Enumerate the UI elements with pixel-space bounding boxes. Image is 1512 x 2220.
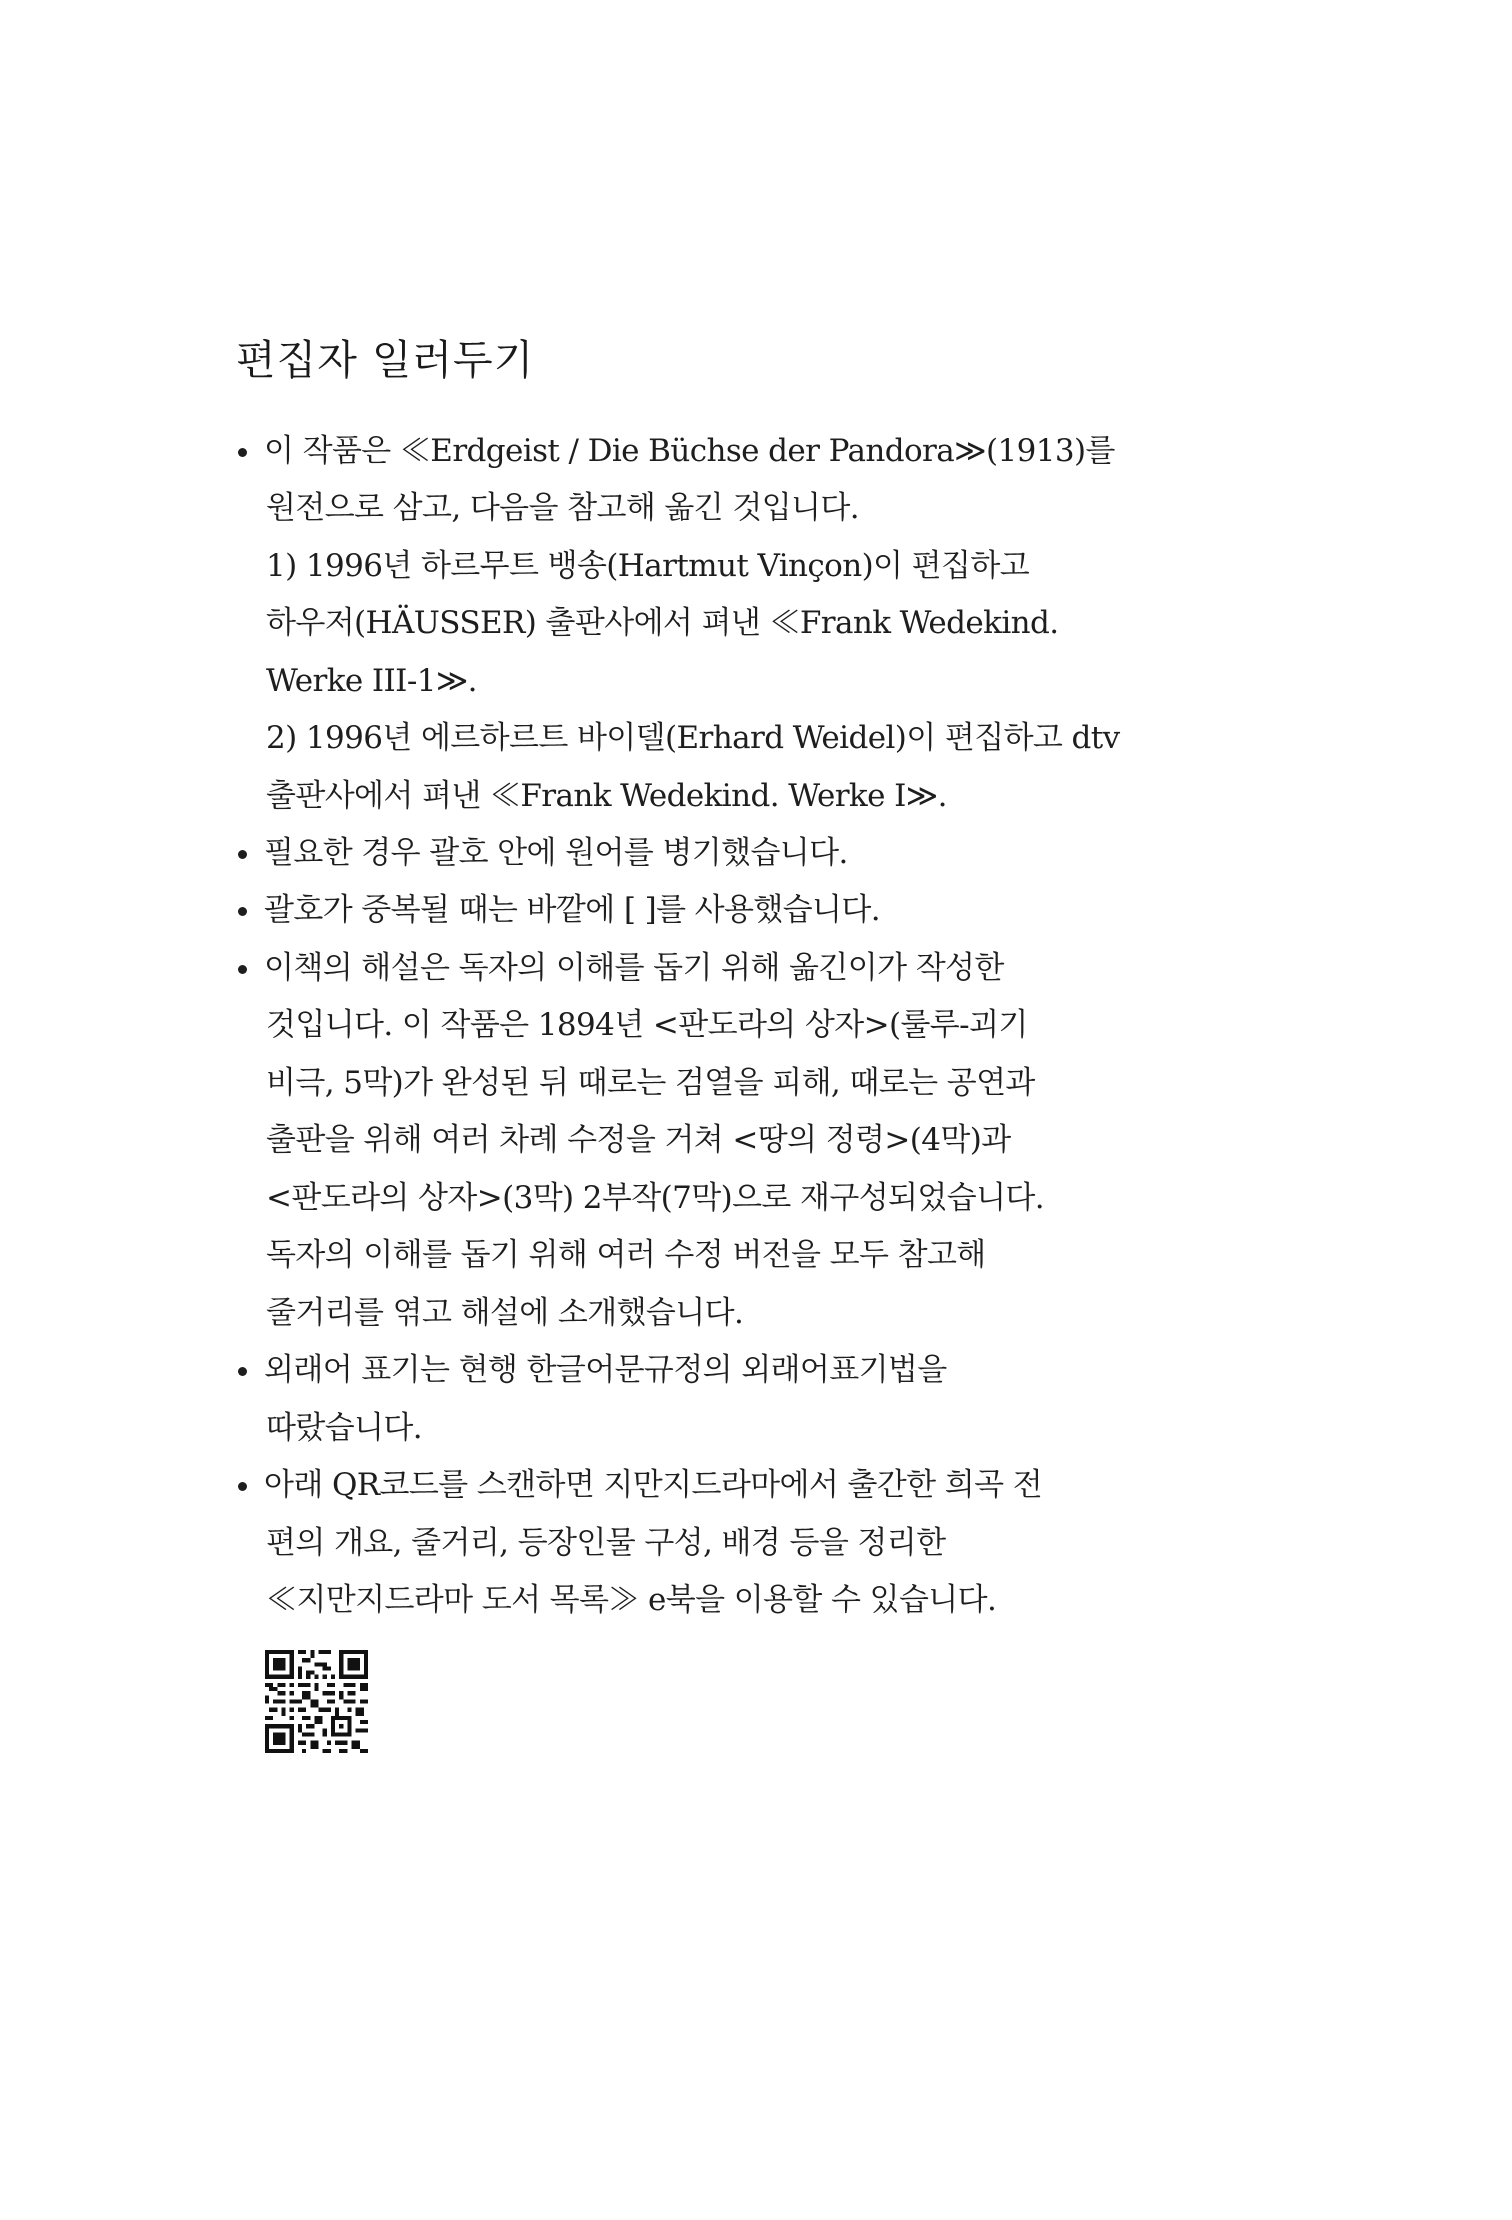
bullet-marker — [238, 1482, 247, 1491]
page-title: 편집자 일러두기 — [236, 336, 535, 384]
text-line: 출판을 위해 여러 차례 수정을 거쳐 <땅의 정령>(4막)과 — [266, 1122, 1011, 1158]
text-line: 1) 1996년 하르무트 뱅송(Hartmut Vinçon)이 편집하고 — [266, 548, 1030, 584]
text-line: 편의 개요, 줄거리, 등장인물 구성, 배경 등을 정리한 — [266, 1525, 946, 1561]
bullet-marker — [238, 907, 247, 916]
text-line: 외래어 표기는 현행 한글어문규정의 외래어표기법을 — [264, 1352, 947, 1388]
bullet-marker — [238, 965, 247, 974]
text-line: 독자의 이해를 돕기 위해 여러 수정 버전을 모두 참고해 — [266, 1237, 986, 1273]
bullet-marker — [238, 850, 247, 859]
text-line: 하우저(HÄUSSER) 출판사에서 펴낸 ≪Frank Wedekind. — [266, 605, 1059, 641]
qr-code — [265, 1650, 368, 1753]
text-line: 2) 1996년 에르하르트 바이델(Erhard Weidel)이 편집하고 dtv — [266, 720, 1120, 756]
text-line: 괄호가 중복될 때는 바깥에 [ ]를 사용했습니다. — [264, 892, 880, 928]
text-line: 것입니다. 이 작품은 1894년 <판도라의 상자>(룰루-괴기 — [266, 1007, 1028, 1043]
text-line: ≪지만지드라마 도서 목록≫ e북을 이용할 수 있습니다. — [266, 1582, 997, 1618]
text-line: 비극, 5막)가 완성된 뒤 때로는 검열을 피해, 때로는 공연과 — [266, 1065, 1035, 1101]
text-line: 이 작품은 ≪Erdgeist / Die Büchse der Pandora≫(1913)를 — [264, 433, 1115, 469]
text-line: <판도라의 상자>(3막) 2부작(7막)으로 재구성되었습니다. — [266, 1180, 1045, 1216]
bullet-marker — [238, 448, 247, 457]
text-line: 출판사에서 펴낸 ≪Frank Wedekind. Werke I≫. — [266, 778, 947, 814]
text-line: 필요한 경우 괄호 안에 원어를 병기했습니다. — [264, 835, 848, 871]
text-line: Werke III-1≫. — [266, 663, 477, 699]
bullet-marker — [238, 1367, 247, 1376]
text-line: 원전으로 삼고, 다음을 참고해 옮긴 것입니다. — [266, 490, 860, 526]
text-line: 줄거리를 엮고 해설에 소개했습니다. — [266, 1295, 744, 1331]
text-line: 이책의 해설은 독자의 이해를 돕기 위해 옮긴이가 작성한 — [264, 950, 1004, 986]
text-line: 따랐습니다. — [266, 1410, 422, 1446]
text-line: 아래 QR코드를 스캔하면 지만지드라마에서 출간한 희곡 전 — [264, 1467, 1043, 1503]
